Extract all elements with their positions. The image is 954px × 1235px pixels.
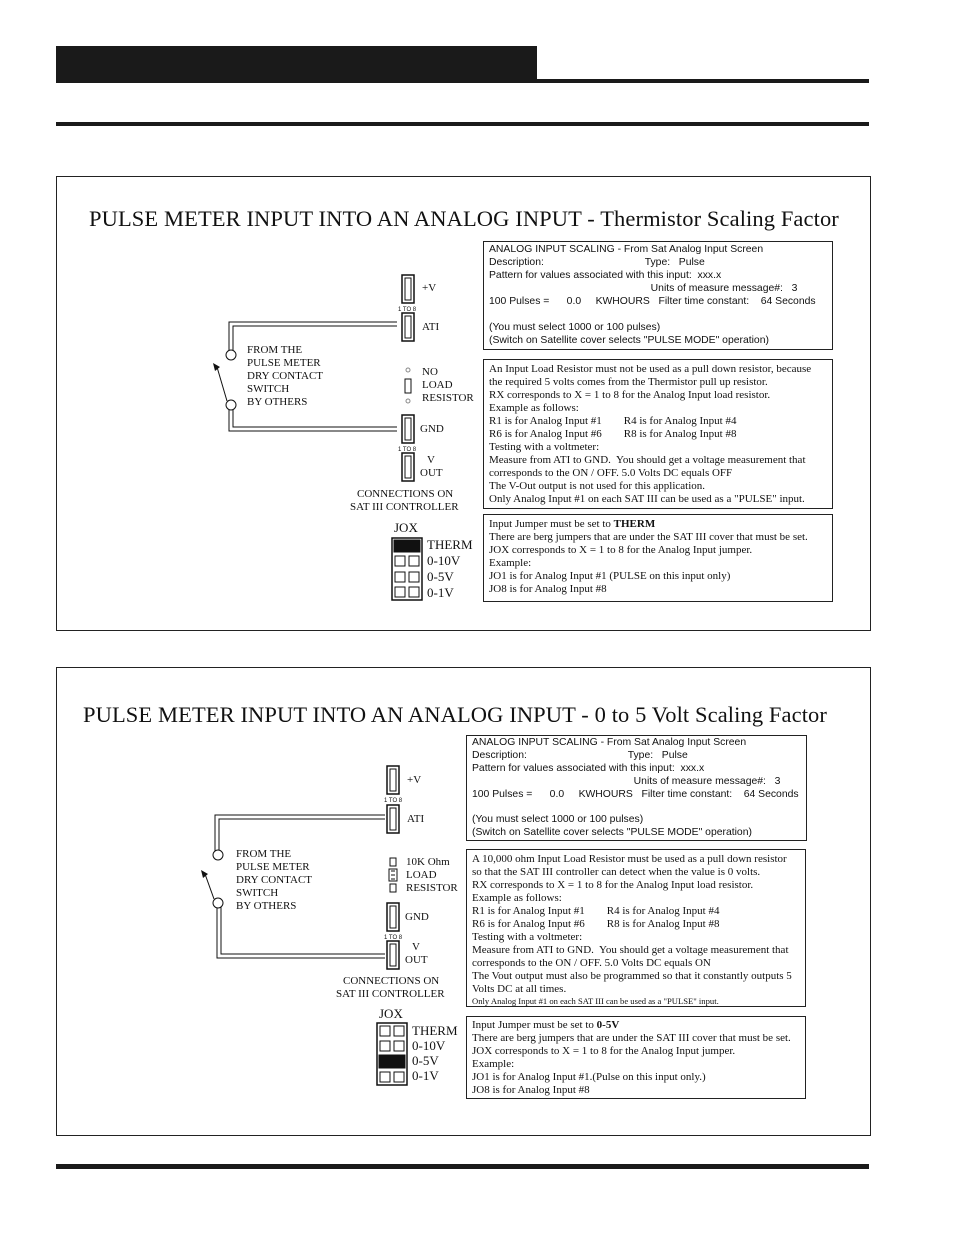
scaling-line: Pattern for values associated with this input: xxx.x: [472, 763, 705, 774]
scaling-line: ANALOG INPUT SCALING - From Sat Analog Input Screen: [472, 737, 747, 748]
connections-label: CONNECTIONS ON: [357, 488, 454, 500]
scaling-line: Description: Type: Pulse: [472, 750, 688, 761]
panel-title: PULSE METER INPUT INTO AN ANALOG INPUT - 0 to 5 Volt Scaling Factor: [83, 702, 828, 727]
terminal-label-gnd: GND: [405, 911, 429, 923]
jumper-setting-value: 0-5V: [596, 1019, 620, 1031]
resistor-line: the required 5 volts comes from the Thermistor pull up resistor.: [489, 376, 768, 388]
terminal-label-out: OUT: [420, 467, 443, 479]
terminal-ati: [402, 313, 414, 341]
scaling-line: ANALOG INPUT SCALING - From Sat Analog Input Screen: [489, 244, 764, 255]
jumper-line: Example:: [489, 557, 532, 569]
jumper-line: JO8 is for Analog Input #8: [489, 583, 607, 595]
terminal-label-plus-v: +V: [407, 774, 422, 786]
terminal-tag: 1 TO 8: [398, 307, 417, 313]
connections-label: SAT III CONTROLLER: [350, 501, 459, 513]
resistor-line: RX corresponds to X = 1 to 8 for the Analog Input load resistor.: [472, 879, 754, 891]
resistor-line: Testing with a voltmeter:: [472, 931, 583, 943]
resistor-label: RESISTOR: [406, 882, 458, 894]
source-label: DRY CONTACT: [236, 874, 313, 886]
header-bar: [56, 46, 537, 80]
terminal-label-ati: ATI: [422, 321, 440, 333]
wiring-diagram: [57, 668, 870, 1135]
jox-option-0-10v: 0-10V: [412, 1038, 446, 1053]
source-label: SWITCH: [247, 383, 290, 395]
jox-option-0-10v: 0-10V: [427, 553, 461, 568]
jox-selected-jumper: [394, 540, 420, 552]
jumper-line: There are berg jumpers that are under the SAT III cover that must be set.: [489, 531, 808, 543]
resistor-line: Testing with a voltmeter:: [489, 441, 600, 453]
header-rule: [56, 122, 869, 126]
jox-title: JOX: [394, 520, 418, 535]
resistor-line: Measure from ATI to GND. You should get a voltage measurement that: [489, 454, 806, 466]
resistor-line: Measure from ATI to GND. You should get a voltage measurement that: [472, 944, 789, 956]
jox-block: [392, 538, 422, 600]
resistor-10k: [389, 858, 397, 892]
terminal-label-v: V: [412, 941, 420, 953]
switch-arrow: [201, 870, 208, 878]
terminal-ati: [387, 805, 399, 833]
switch-lever: [217, 367, 227, 401]
resistor-label: NO: [422, 366, 438, 378]
resistor-line: so that the SAT III controller can detect when the value is 0 volts.: [472, 866, 761, 878]
resistor-footnote: Only Analog Input #1 on each SAT III can be used as a "PULSE" input.: [472, 996, 719, 1006]
jumper-line: JO1 is for Analog Input #1 (PULSE on this input only): [489, 570, 731, 582]
resistor-empty: [405, 379, 411, 393]
scaling-line: (You must select 1000 or 100 pulses): [472, 814, 644, 825]
scaling-line: 100 Pulses = 0.0 KWHOURS Filter time constant: 64 Seconds: [489, 296, 816, 307]
switch-contact-bottom: [213, 898, 223, 908]
jumper-line: There are berg jumpers that are under the SAT III cover that must be set.: [472, 1032, 791, 1044]
resistor-line: RX corresponds to X = 1 to 8 for the Analog Input load resistor.: [489, 389, 771, 401]
connections-label: CONNECTIONS ON: [343, 975, 440, 987]
terminal-tag: 1 TO 8: [384, 798, 403, 804]
resistor-line: Volts DC at all times.: [472, 983, 567, 995]
switch-contact-bottom: [226, 400, 236, 410]
terminal-plus-v: [387, 766, 399, 794]
scaling-line: Units of measure message#: 3: [472, 776, 781, 787]
resistor-line: A 10,000 ohm Input Load Resistor must be used as a pull down resistor: [472, 853, 787, 865]
jumper-setting-prefix: Input Jumper must be set to: [489, 518, 614, 530]
terminal-label-ati: ATI: [407, 813, 425, 825]
scaling-line: Units of measure message#: 3: [489, 283, 798, 294]
resistor-label: LOAD: [422, 379, 453, 391]
source-label: BY OTHERS: [236, 900, 297, 912]
resistor-line: Example as follows:: [472, 892, 562, 904]
scaling-line: Description: Type: Pulse: [489, 257, 705, 268]
resistor-line: corresponds to the ON / OFF. 5.0 Volts DC equals OFF: [489, 467, 733, 479]
source-label: BY OTHERS: [247, 396, 308, 408]
terminal-label-v: V: [427, 454, 435, 466]
resistor-line: Only Analog Input #1 on each SAT III can be used as a "PULSE" input.: [489, 493, 805, 505]
jox-option-therm: THERM: [427, 537, 473, 552]
scaling-line: Pattern for values associated with this input: xxx.x: [489, 270, 722, 281]
terminal-plus-v: [402, 275, 414, 303]
jumper-setting-prefix: Input Jumper must be set to: [472, 1019, 597, 1031]
terminal-vout: [402, 453, 414, 481]
source-label: PULSE METER: [236, 861, 310, 873]
terminal-gnd: [387, 903, 399, 931]
resistor-line: The V-Out output is not used for this application.: [489, 480, 706, 492]
terminal-tag: 1 TO 8: [398, 447, 417, 453]
scaling-line: 100 Pulses = 0.0 KWHOURS Filter time constant: 64 Seconds: [472, 789, 799, 800]
source-label: FROM THE: [236, 848, 292, 860]
jox-selected-jumper: [379, 1055, 405, 1068]
jox-option-0-5v: 0-5V: [412, 1053, 439, 1068]
resistor-line: The Vout output must also be programmed so that it constantly outputs 5: [472, 970, 792, 982]
resistor-line: R6 is for Analog Input #6 R8 is for Analog Input #8: [489, 428, 737, 440]
switch-contact-top: [226, 350, 236, 360]
connections-label: SAT III CONTROLLER: [336, 988, 445, 1000]
resistor-line: R6 is for Analog Input #6 R8 is for Analog Input #8: [472, 918, 720, 930]
resistor-line: R1 is for Analog Input #1 R4 is for Analog Input #4: [489, 415, 737, 427]
jox-option-0-5v: 0-5V: [427, 569, 454, 584]
scaling-line: (Switch on Satellite cover selects "PULSE MODE" operation): [472, 827, 752, 838]
source-label: PULSE METER: [247, 357, 321, 369]
switch-lever: [205, 874, 214, 899]
scaling-line: (You must select 1000 or 100 pulses): [489, 322, 661, 333]
resistor-line: corresponds to the ON / OFF. 5.0 Volts DC equals ON: [472, 957, 711, 969]
jox-option-therm: THERM: [412, 1023, 458, 1038]
jox-block: [377, 1023, 407, 1085]
terminal-vout: [387, 941, 399, 969]
terminal-gnd: [402, 415, 414, 443]
resistor-line: Example as follows:: [489, 402, 579, 414]
jumper-line: JO1 is for Analog Input #1.(Pulse on this input only.): [472, 1071, 706, 1083]
resistor-pad-bottom: [406, 399, 410, 403]
resistor-label: LOAD: [406, 869, 437, 881]
jox-option-0-1v: 0-1V: [412, 1068, 439, 1083]
diagram-panel-thermistor: [56, 176, 871, 631]
terminal-label-gnd: GND: [420, 423, 444, 435]
jumper-line: JO8 is for Analog Input #8: [472, 1084, 590, 1096]
scaling-line: (Switch on Satellite cover selects "PULSE MODE" operation): [489, 335, 769, 346]
source-label: SWITCH: [236, 887, 279, 899]
terminal-label-out: OUT: [405, 954, 428, 966]
jox-title: JOX: [379, 1006, 403, 1021]
jumper-line: JOX corresponds to X = 1 to 8 for the Analog Input jumper.: [472, 1045, 736, 1057]
resistor-line: An Input Load Resistor must not be used as a pull down resistor, because: [489, 363, 812, 375]
panel-title: PULSE METER INPUT INTO AN ANALOG INPUT - Thermistor Scaling Factor: [89, 206, 839, 231]
switch-contact-top: [213, 850, 223, 860]
source-label: FROM THE: [247, 344, 303, 356]
footer-rule: [56, 1164, 869, 1169]
diagram-panel-0-5v: [56, 667, 871, 1136]
resistor-line: R1 is for Analog Input #1 R4 is for Analog Input #4: [472, 905, 720, 917]
jumper-line: Example:: [472, 1058, 515, 1070]
jumper-setting-value: THERM: [613, 518, 656, 530]
jox-option-0-1v: 0-1V: [427, 585, 454, 600]
source-label: DRY CONTACT: [247, 370, 324, 382]
resistor-pad-top: [406, 368, 410, 372]
header-rule-thick: [56, 79, 869, 83]
switch-arrow: [213, 363, 220, 371]
terminal-label-plus-v: +V: [422, 282, 437, 294]
resistor-label: 10K Ohm: [406, 856, 450, 868]
jumper-line: JOX corresponds to X = 1 to 8 for the Analog Input jumper.: [489, 544, 753, 556]
terminal-tag: 1 TO 8: [384, 935, 403, 941]
resistor-label: RESISTOR: [422, 392, 474, 404]
